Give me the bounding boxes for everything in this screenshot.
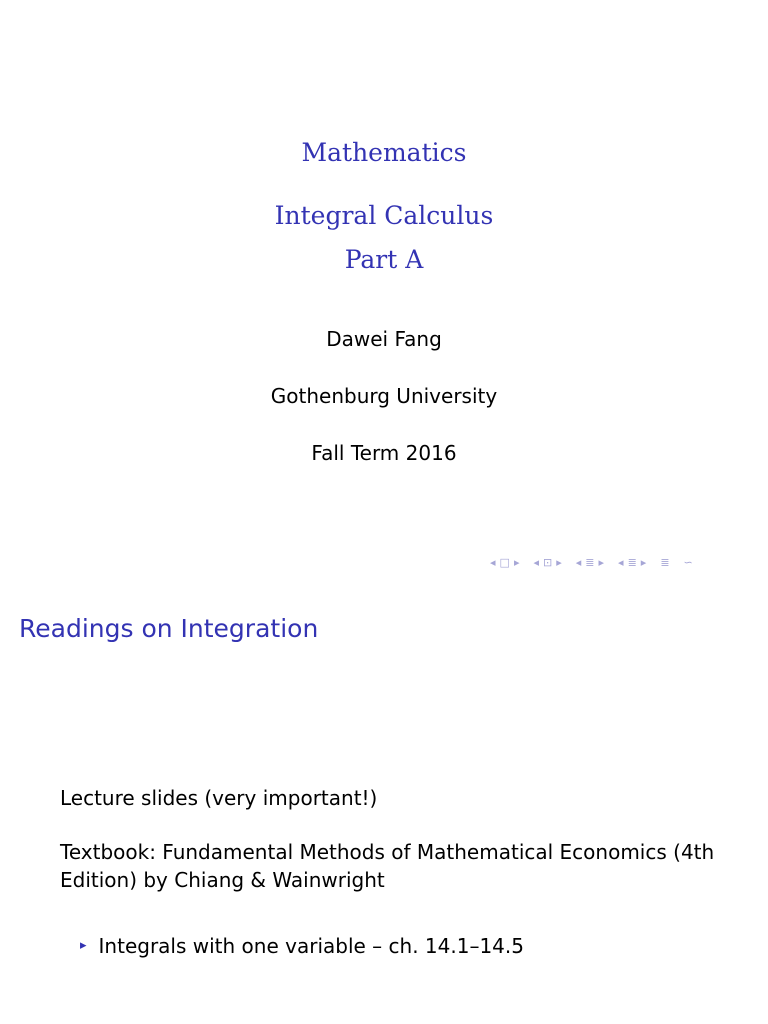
presentation-title: Mathematics (301, 138, 467, 167)
subsection-prev-icon[interactable]: ◂ (618, 556, 624, 569)
search-icon[interactable]: ∽ (683, 556, 693, 569)
section-icon[interactable]: ≣ (585, 556, 595, 569)
subsection-next-icon[interactable]: ▸ (640, 556, 647, 569)
frame-prev-icon[interactable]: ◂ (490, 556, 496, 569)
search-navigation (682, 555, 695, 571)
bullet-text: Integrals with one variable – ch. 14.1–14.5 (98, 934, 524, 958)
subframe-navigation (531, 555, 563, 571)
subframe-next-icon[interactable]: ▸ (556, 556, 562, 569)
subframe-prev-icon[interactable]: ◂ (533, 556, 539, 569)
reading-item-lecture-slides: Lecture slides (very important!) (60, 786, 378, 810)
toc-navigation (658, 555, 671, 571)
institution-name: Gothenburg University (270, 384, 498, 408)
beamer-navigation-bar (488, 555, 695, 571)
frame-icon[interactable]: □ (499, 556, 510, 569)
frame-title: Readings on Integration (19, 614, 319, 643)
list-item (80, 932, 524, 960)
triangle-bullet-icon: ▸ (80, 938, 87, 953)
toc-icon[interactable]: ≣ (660, 556, 670, 569)
presentation-date: Fall Term 2016 (311, 441, 457, 465)
presentation-subtitle-line1: Integral Calculus (274, 201, 494, 230)
author-name: Dawei Fang (326, 327, 442, 351)
reading-item-textbook: Textbook: Fundamental Methods of Mathematical Economics (4th Edition) by Chiang & Wainwright (60, 840, 715, 892)
section-prev-icon[interactable]: ◂ (575, 556, 582, 569)
section-navigation (574, 555, 606, 571)
presentation-subtitle-line2: Part A (344, 245, 424, 274)
subframe-icon[interactable]: ⊡ (543, 556, 553, 569)
subsection-navigation (616, 555, 648, 571)
subsection-icon[interactable]: ≣ (627, 556, 637, 569)
section-next-icon[interactable]: ▸ (598, 556, 605, 569)
frame-next-icon[interactable]: ▸ (513, 556, 520, 569)
frame-navigation (488, 555, 521, 571)
readings-slide (0, 576, 768, 1024)
